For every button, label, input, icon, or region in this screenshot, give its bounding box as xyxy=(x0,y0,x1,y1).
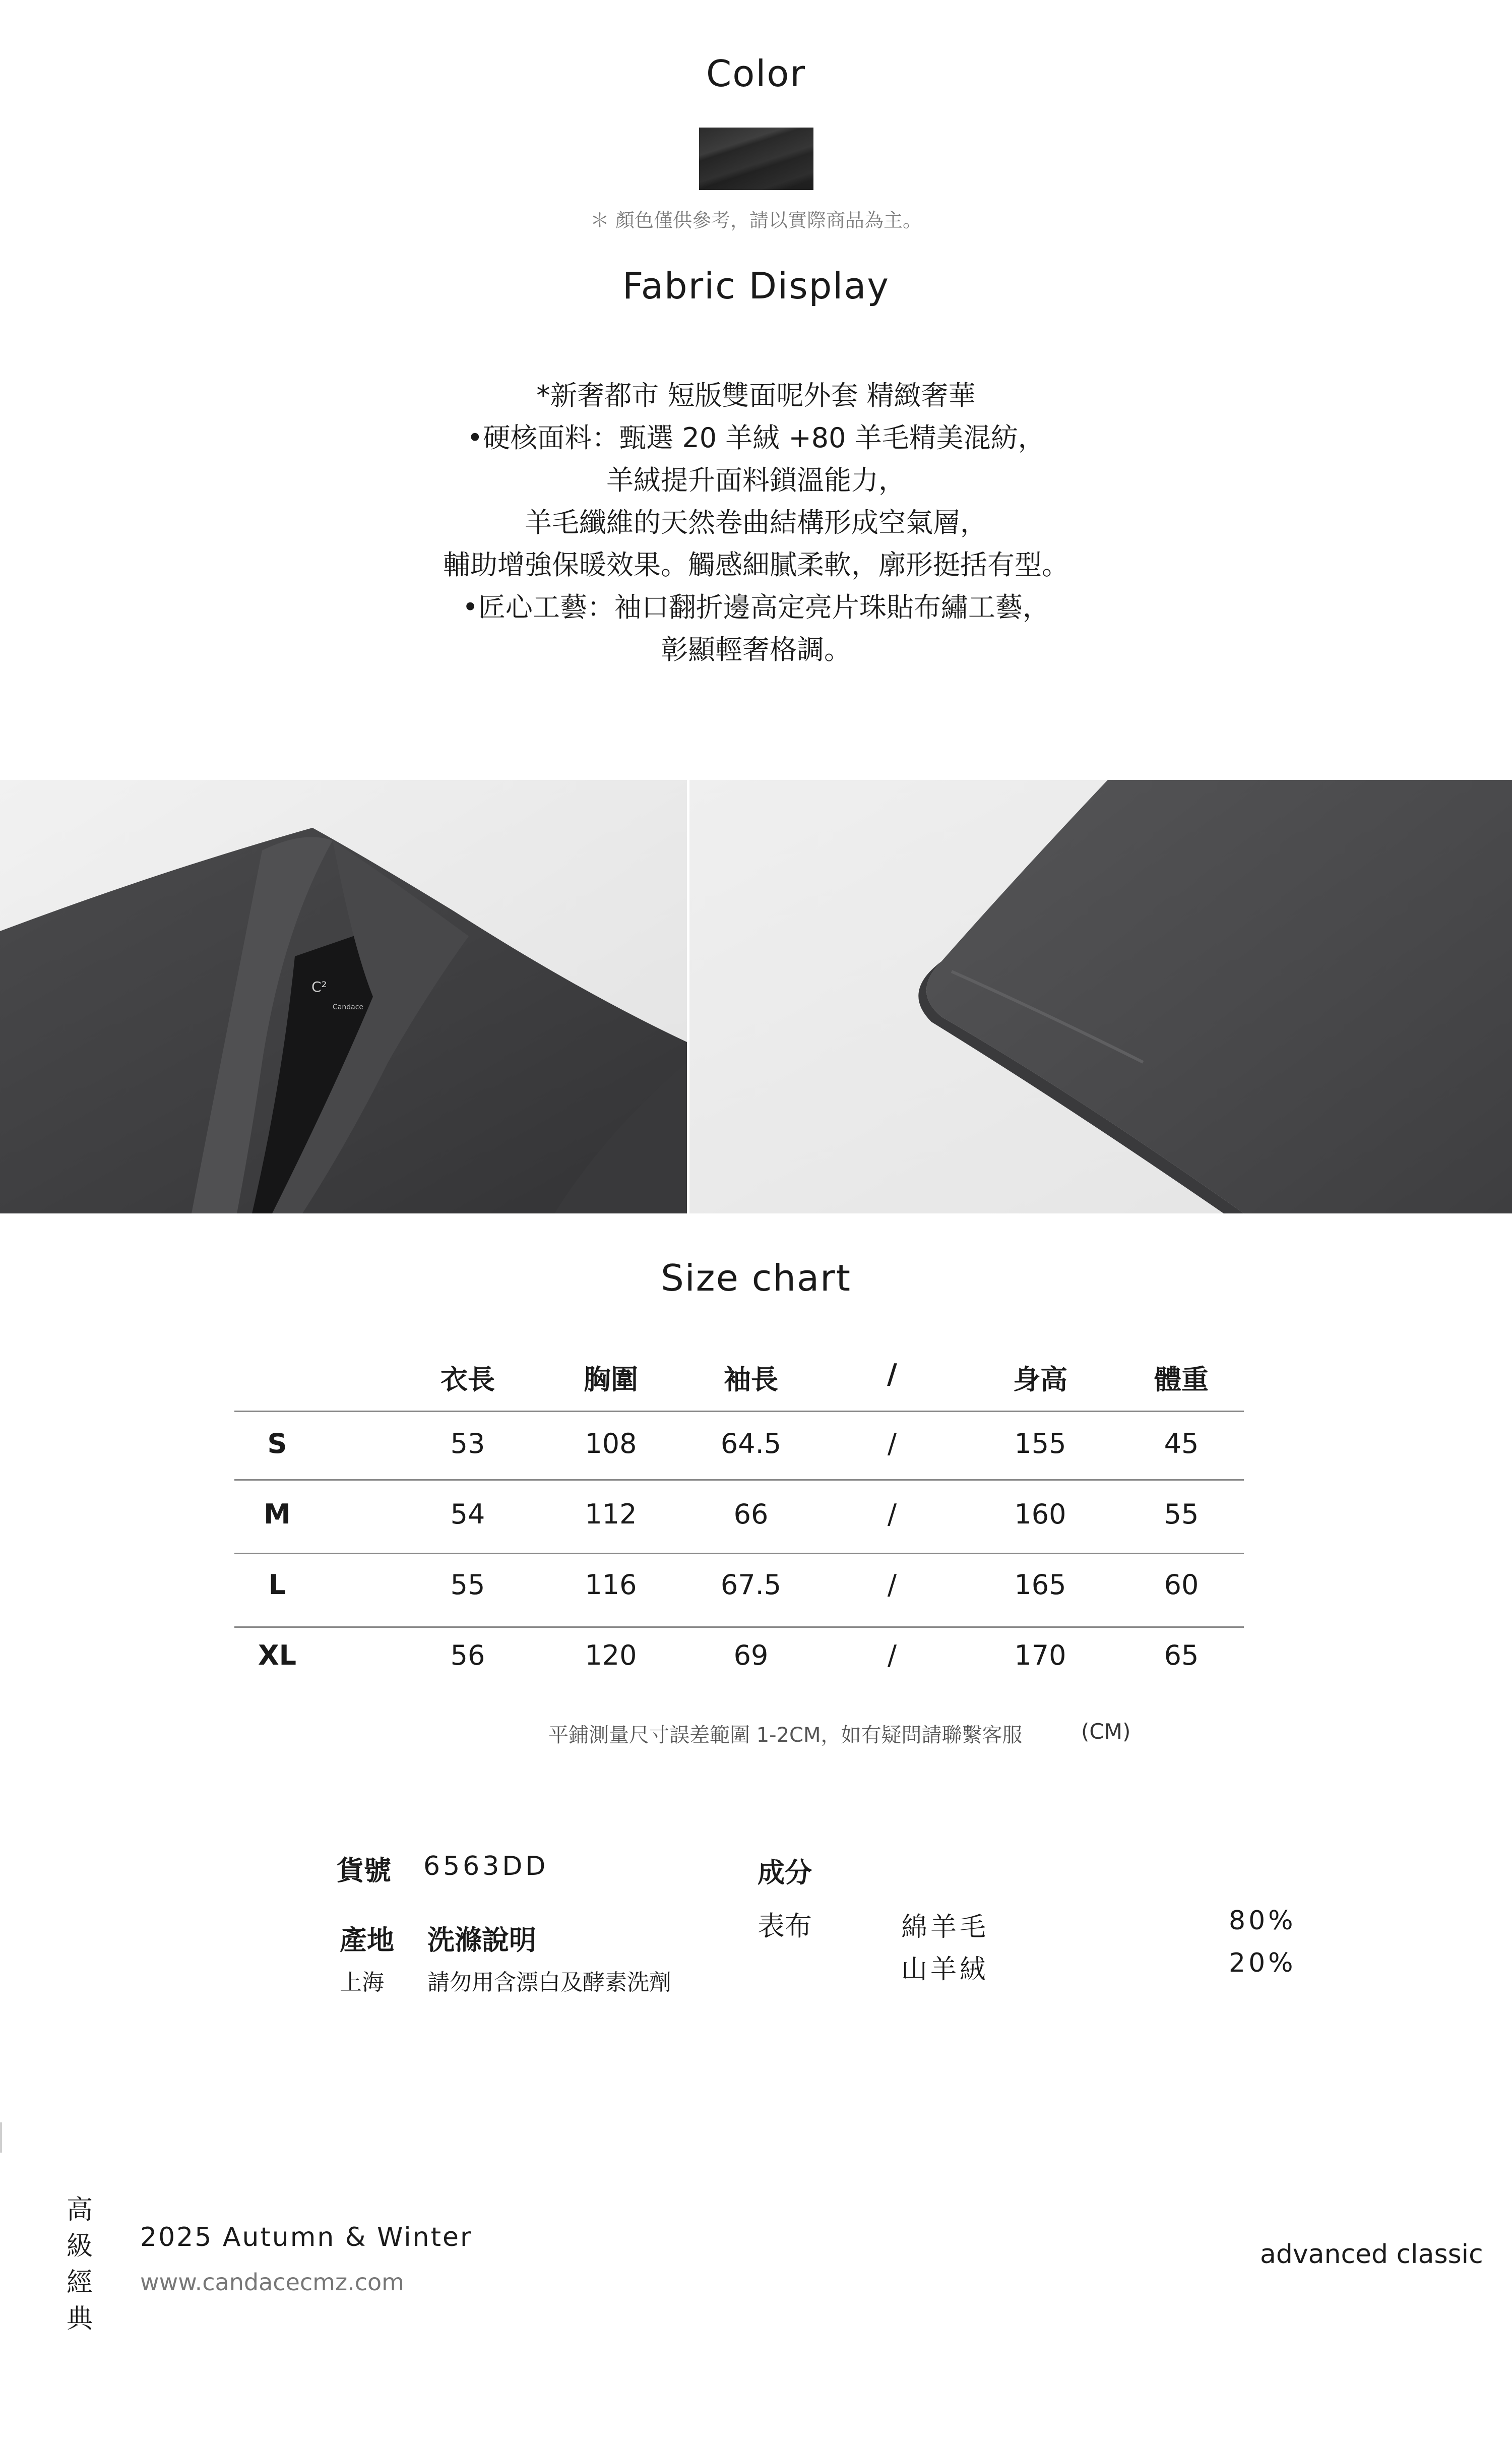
cell-sleeve: 69 xyxy=(733,1639,769,1671)
color-note: ＊ 顏色僅供參考，請以實際商品為主。 xyxy=(590,209,922,231)
sku-value: 6563DD xyxy=(423,1851,549,1881)
description-line: 羊絨提升面料鎖溫能力， xyxy=(606,464,906,496)
slogan-char: 經 xyxy=(66,2268,93,2298)
material-percent: 80% xyxy=(1229,1906,1296,1936)
wash-value: 請勿用含漂白及酵素洗劑 xyxy=(427,1970,671,1995)
cell-length: 55 xyxy=(450,1569,485,1601)
cell-length: 56 xyxy=(450,1639,485,1671)
label-logo: C² xyxy=(311,979,327,995)
size-heading: Size chart xyxy=(661,1257,851,1299)
cell-length: 53 xyxy=(450,1428,485,1459)
slogan-char: 高 xyxy=(66,2195,93,2225)
label-brand: Candace xyxy=(333,1003,364,1011)
origin-value: 上海 xyxy=(340,1970,384,1995)
size-note: 平鋪測量尺寸誤差範圍 1-2CM，如有疑問請聯繫客服 xyxy=(548,1724,1023,1747)
header-chest: 胸圍 xyxy=(584,1364,638,1395)
fabric-photo-sleeve xyxy=(689,780,1512,1213)
cell-chest: 108 xyxy=(585,1428,637,1459)
cell-length: 54 xyxy=(450,1498,485,1530)
cell-sleeve: 64.5 xyxy=(720,1428,782,1459)
cell-height: 160 xyxy=(1014,1498,1066,1530)
size-label: XL xyxy=(258,1639,297,1671)
tagline: advanced classic xyxy=(1260,2239,1483,2270)
slogan-char: 級 xyxy=(66,2231,93,2262)
cell-weight: 45 xyxy=(1164,1428,1199,1459)
edge-mark xyxy=(0,2122,2,2153)
cell-sleeve: 66 xyxy=(733,1498,769,1530)
wash-label: 洗滌說明 xyxy=(427,1924,536,1956)
cell-divider: / xyxy=(887,1569,897,1601)
table-row xyxy=(0,1639,1512,1675)
fabric-description xyxy=(0,375,1512,671)
fabric-label: 表布 xyxy=(758,1910,812,1942)
color-heading: Color xyxy=(706,52,806,95)
description-line: *新奢都市 短版雙面呢外套 精緻奢華 xyxy=(536,380,976,411)
table-divider xyxy=(234,1553,1244,1554)
season-text: 2025 Autumn & Winter xyxy=(140,2222,473,2252)
header-sleeve: 袖長 xyxy=(724,1364,778,1395)
description-line: 彰顯輕奢格調。 xyxy=(661,634,851,665)
cell-weight: 60 xyxy=(1164,1569,1199,1601)
material-percent: 20% xyxy=(1229,1948,1296,1978)
header-weight: 體重 xyxy=(1154,1364,1209,1395)
cell-divider: / xyxy=(887,1428,897,1459)
description-line: •匠心工藝：袖口翻折邊高定亮片珠貼布繡工藝， xyxy=(462,591,1050,623)
cell-sleeve: 67.5 xyxy=(720,1569,782,1601)
website-link[interactable]: www.candacecmz.com xyxy=(140,2269,404,2296)
table-row xyxy=(0,1569,1512,1604)
cell-chest: 120 xyxy=(585,1639,637,1671)
size-table-header xyxy=(0,1358,1512,1393)
table-divider xyxy=(234,1479,1244,1481)
header-height: 身高 xyxy=(1013,1364,1067,1395)
slogan-char: 典 xyxy=(66,2304,93,2334)
cell-chest: 116 xyxy=(585,1569,637,1601)
header-divider: / xyxy=(887,1358,897,1390)
cell-chest: 112 xyxy=(585,1498,637,1530)
cell-divider: / xyxy=(887,1498,897,1530)
cell-weight: 55 xyxy=(1164,1498,1199,1530)
coat-sleeve-illustration xyxy=(689,780,1512,1213)
cell-weight: 65 xyxy=(1164,1639,1199,1671)
composition-label: 成分 xyxy=(758,1857,812,1888)
fabric-heading: Fabric Display xyxy=(622,265,890,307)
material-name: 綿羊毛 xyxy=(901,1912,989,1942)
table-row xyxy=(0,1428,1512,1463)
description-line: 羊毛纖維的天然卷曲結構形成空氣層， xyxy=(525,507,987,538)
size-label: S xyxy=(267,1428,287,1459)
color-swatch xyxy=(699,128,813,190)
size-label: M xyxy=(264,1498,291,1530)
description-line: 輔助增強保暖效果。觸感細膩柔軟，廓形挺括有型。 xyxy=(443,549,1069,581)
cell-divider: / xyxy=(887,1639,897,1671)
cell-height: 155 xyxy=(1014,1428,1066,1459)
table-divider xyxy=(234,1626,1244,1628)
table-row xyxy=(0,1498,1512,1534)
header-length: 衣長 xyxy=(440,1364,495,1395)
vertical-slogan xyxy=(65,2192,95,2337)
fabric-photo-collar xyxy=(0,780,687,1213)
description-line: •硬核面料：甄選 20 羊絨 +80 羊毛精美混紡， xyxy=(467,422,1045,454)
size-unit: (CM) xyxy=(1081,1719,1131,1744)
size-label: L xyxy=(268,1569,286,1601)
material-name: 山羊絨 xyxy=(901,1955,989,1985)
table-divider xyxy=(234,1411,1244,1412)
coat-collar-illustration xyxy=(0,780,687,1213)
sku-label: 貨號 xyxy=(337,1855,391,1886)
cell-height: 170 xyxy=(1014,1639,1066,1671)
cell-height: 165 xyxy=(1014,1569,1066,1601)
origin-label: 產地 xyxy=(340,1924,394,1956)
